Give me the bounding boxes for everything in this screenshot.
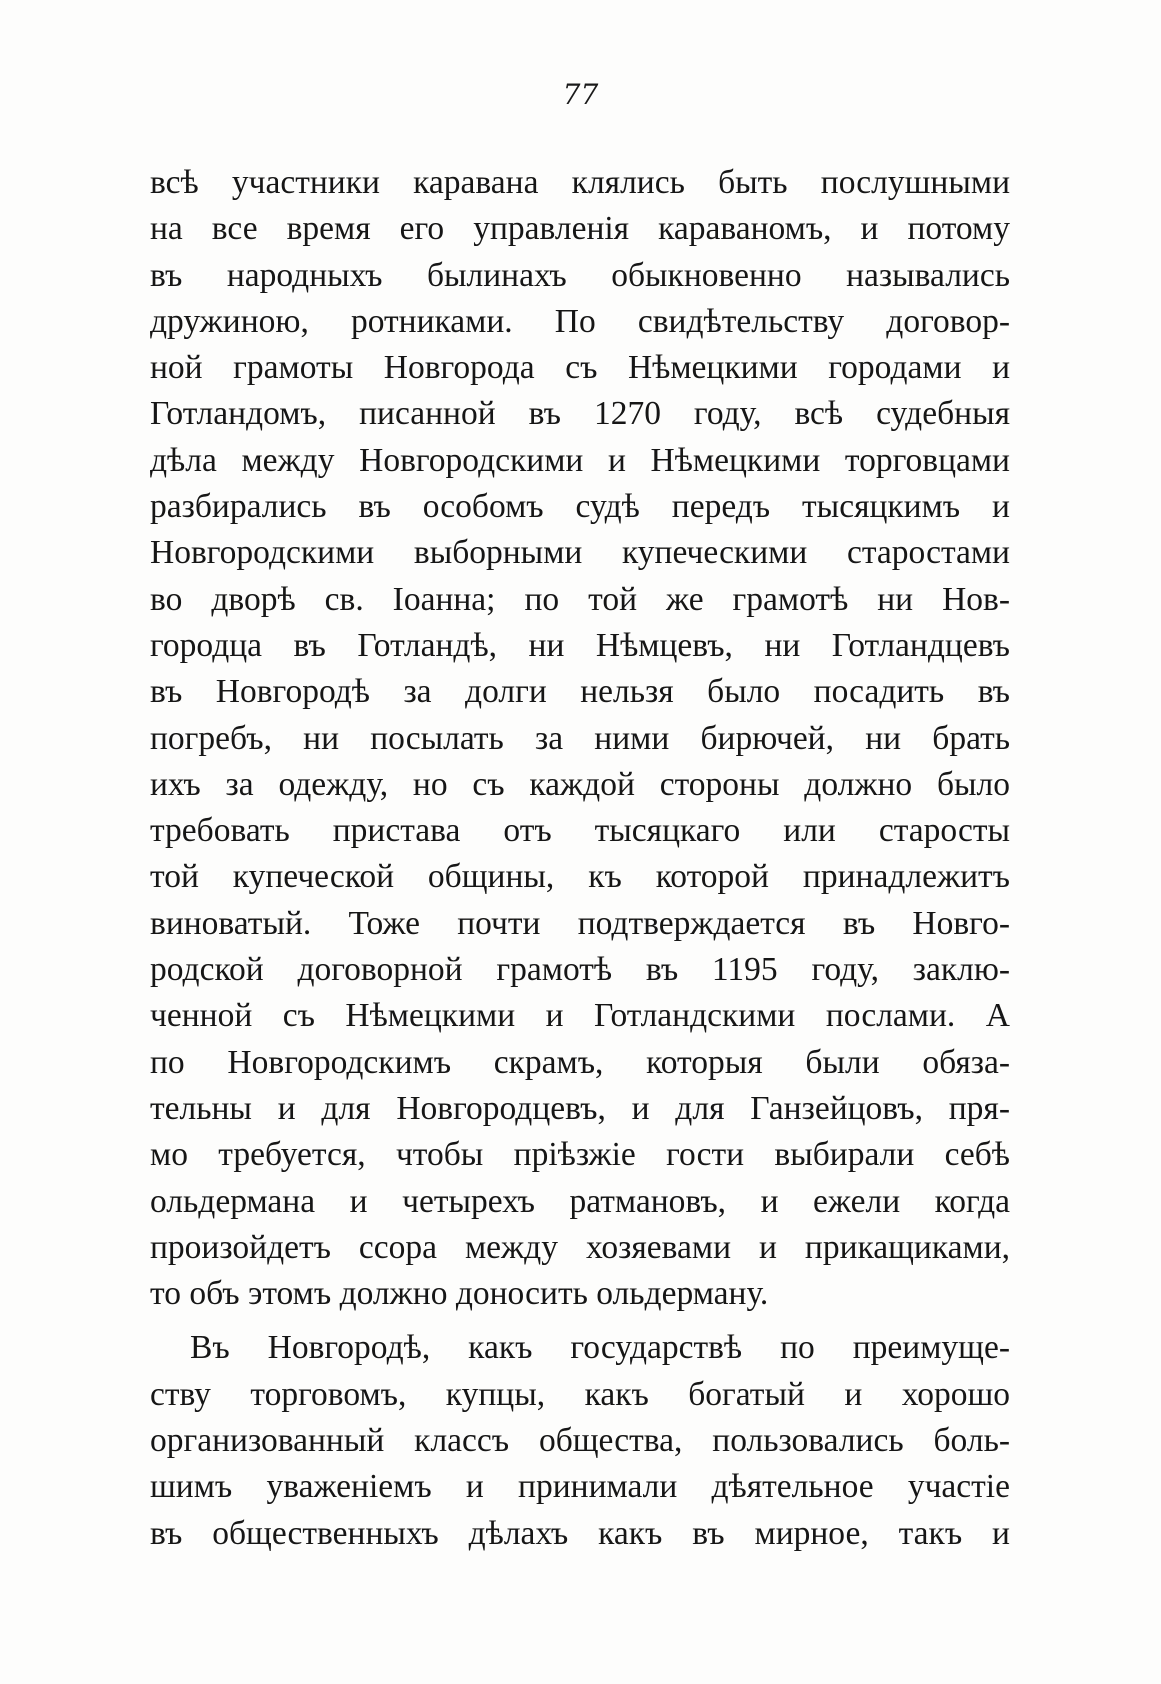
- text-line: во дворѣ св. Іоанна; по той же грамотѣ ни Нов-: [150, 580, 1010, 618]
- text-line: родской договорной грамотѣ въ 1195 году, заклю-: [150, 951, 1010, 989]
- page-number: 77: [562, 78, 599, 111]
- paragraph-break: [150, 1317, 1010, 1325]
- text-line: виноватый. Тоже почти подтверждается въ Новго-: [150, 904, 1010, 942]
- text-line: въ общественныхъ дѣлахъ какъ въ мирное, такъ и: [150, 1514, 1010, 1552]
- text-line: ной грамоты Новгорода съ Нѣмецкими городами и: [150, 349, 1010, 387]
- text-line: дружиною, ротниками. По свидѣтельству договор-: [150, 302, 1010, 340]
- text-line: то объ этомъ должно доносить ольдерману.: [150, 1275, 769, 1313]
- text-line: той купеческой общины, къ которой принадлежитъ: [150, 858, 1010, 896]
- text-line: въ народныхъ былинахъ обыкновенно назывались: [150, 256, 1010, 294]
- text-line: Въ Новгородѣ, какъ государствѣ по преимуще-: [190, 1329, 1010, 1367]
- text-line: погребъ, ни посылать за ними бирючей, ни брать: [150, 719, 1010, 757]
- text-line: всѣ участники каравана клялись быть послушными: [150, 164, 1010, 201]
- text-line: требовать пристава отъ тысяцкаго или старосты: [150, 812, 1010, 850]
- text-line: разбирались въ особомъ судѣ передъ тысяцкимъ и: [150, 488, 1010, 526]
- body-text: [150, 160, 1010, 1557]
- text-line: тельны и для Новгородцевъ, и для Ганзейцовъ, пря-: [150, 1089, 1010, 1127]
- text-line: Готландомъ, писанной въ 1270 году, всѣ судебныя: [150, 395, 1010, 433]
- text-line: организованный классъ общества, пользовались боль-: [150, 1422, 1010, 1460]
- text-line: на все время его управленія караваномъ, и потому: [150, 210, 1010, 248]
- text-line: ольдермана и четырехъ ратмановъ, и ежели когда: [150, 1182, 1010, 1220]
- text-line: городца въ Готландѣ, ни Нѣмцевъ, ни Готландцевъ: [150, 626, 1010, 664]
- text-line: дѣла между Новгородскими и Нѣмецкими торговцами: [150, 441, 1010, 479]
- text-line: въ Новгородѣ за долги нельзя было посадить въ: [150, 673, 1010, 711]
- text-line: по Новгородскимъ скрамъ, которыя были обяза-: [150, 1043, 1010, 1081]
- text-line: шимъ уваженіемъ и принимали дѣятельное участіе: [150, 1468, 1010, 1506]
- text-line: Новгородскими выборными купеческими старостами: [150, 534, 1010, 572]
- text-line: произойдетъ ссора между хозяевами и прикащиками,: [150, 1228, 1010, 1266]
- text-line: ству торговомъ, купцы, какъ богатый и хорошо: [150, 1375, 1010, 1413]
- text-line: мо требуется, чтобы пріѣзжіе гости выбирали себѣ: [150, 1136, 1010, 1174]
- text-line: ихъ за одежду, но съ каждой стороны должно было: [150, 765, 1010, 803]
- text-line: ченной съ Нѣмецкими и Готландскими послами. А: [150, 997, 1010, 1035]
